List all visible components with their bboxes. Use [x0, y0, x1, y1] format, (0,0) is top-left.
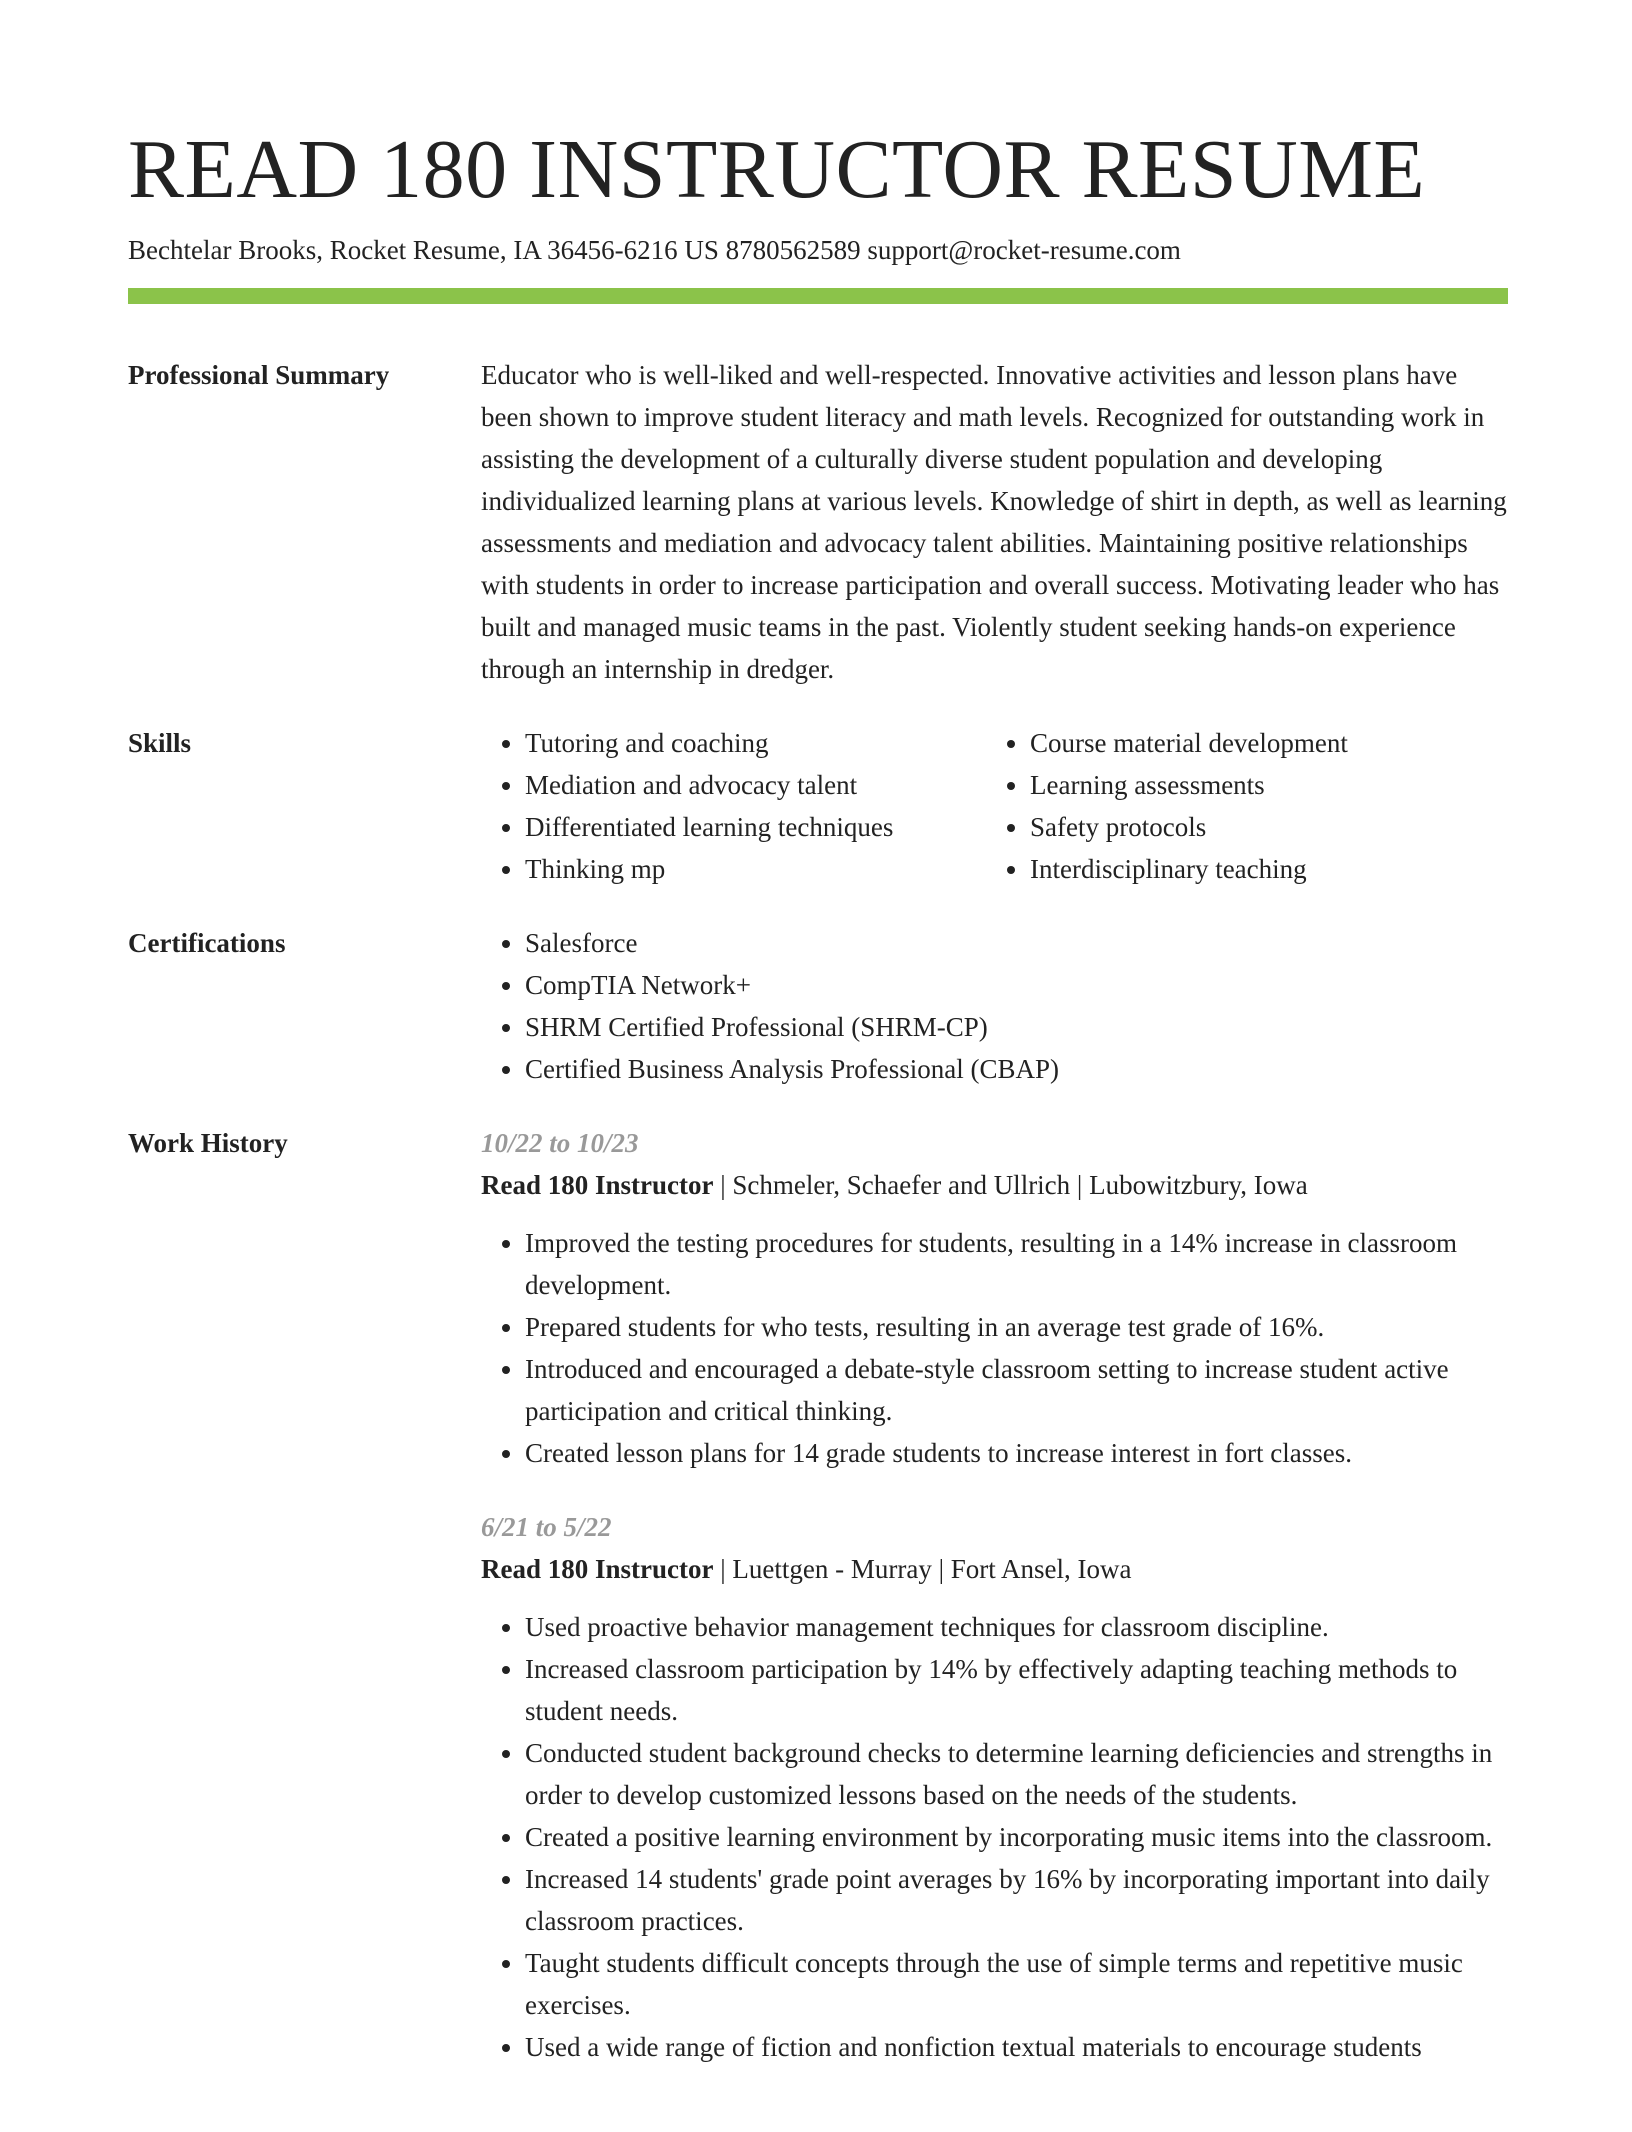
job-dates: 10/22 to 10/23	[481, 1128, 639, 1158]
skill-item: • Thinking mp	[525, 848, 986, 890]
skills-list-left	[481, 722, 986, 890]
skill-item: • Differentiated learning techniques	[525, 806, 986, 848]
job-bullet: • Prepared students for who tests, resulting in an average test grade of 16%.	[525, 1306, 1508, 1348]
job-title: Read 180 Instructor	[481, 1554, 714, 1584]
section-body	[481, 1122, 1508, 2100]
section-work-history	[128, 1122, 1508, 2100]
job-details: | Schmeler, Schaefer and Ullrich | Lubowitzbury, Iowa	[713, 1170, 1308, 1200]
section-professional-summary	[128, 354, 1508, 690]
section-label: Work History	[128, 1128, 288, 1158]
job-entry	[481, 1506, 1508, 2068]
skill-item: • Interdisciplinary teaching	[1030, 848, 1491, 890]
skills-column-left	[481, 722, 986, 890]
certification-item: • Salesforce	[525, 922, 1508, 964]
job-bullet: • Conducted student background checks to determine learning deficiencies and strengths in order to develop customized lessons based on the needs of the students.	[525, 1732, 1508, 1816]
section-body	[481, 922, 1508, 1090]
job-bullets	[481, 1606, 1508, 2068]
section-label: Certifications	[128, 928, 286, 958]
contact-line: Bechtelar Brooks, Rocket Resume, IA 36456-6216 US 8780562589 support@rocket-resume.com	[128, 235, 1181, 265]
job-title: Read 180 Instructor	[481, 1170, 714, 1200]
job-bullet: • Created lesson plans for 14 grade students to increase interest in fort classes.	[525, 1432, 1508, 1474]
job-bullet: • Taught students difficult concepts through the use of simple terms and repetitive music exercises.	[525, 1942, 1508, 2026]
certification-item: • SHRM Certified Professional (SHRM-CP)	[525, 1006, 1508, 1048]
section-certifications	[128, 922, 1508, 1090]
skill-item: • Mediation and advocacy talent	[525, 764, 986, 806]
job-bullet: • Created a positive learning environment by incorporating music items into the classroom.	[525, 1816, 1508, 1858]
job-bullet: • Increased 14 students' grade point averages by 16% by incorporating important into daily classroom practices.	[525, 1858, 1508, 1942]
skills-list-right	[986, 722, 1491, 890]
skills-column-right	[986, 722, 1491, 890]
certifications-list	[481, 922, 1508, 1090]
job-bullet: • Used proactive behavior management techniques for classroom discipline.	[525, 1606, 1508, 1648]
section-label: Skills	[128, 728, 192, 758]
job-bullet: • Increased classroom participation by 14% by effectively adapting teaching methods to student needs.	[525, 1648, 1508, 1732]
job-details: | Luettgen - Murray | Fort Ansel, Iowa	[713, 1554, 1132, 1584]
resume-page	[128, 120, 1508, 2132]
section-skills	[128, 722, 1508, 890]
skill-item: • Safety protocols	[1030, 806, 1491, 848]
accent-divider	[128, 288, 1508, 304]
job-entry	[481, 1122, 1508, 1474]
job-bullet: • Improved the testing procedures for students, resulting in a 14% increase in classroom development.	[525, 1222, 1508, 1306]
resume-title: READ 180 INSTRUCTOR RESUME	[128, 123, 1426, 216]
skill-item: • Learning assessments	[1030, 764, 1491, 806]
skill-item: • Course material development	[1030, 722, 1491, 764]
job-bullets	[481, 1222, 1508, 1474]
job-dates: 6/21 to 5/22	[481, 1512, 612, 1542]
summary-text: Educator who is well-liked and well-respected. Innovative activities and lesson plans have been shown to improve student literacy and math levels. Recognized for outstanding work in assisting the development of a culturally diverse student population and developing individualized learning plans at various levels. Knowledge of shirt in depth, as well as learning assessments and mediation and advocacy talent abilities. Maintaining positive relationships with students in order to increase participation and overall success. Motivating leader who has built and managed music teams in the past. Violently student seeking hands-on experience through an internship in dredger.	[481, 360, 1507, 684]
job-header	[481, 1164, 1508, 1206]
section-label: Professional Summary	[128, 360, 390, 390]
certification-item: • Certified Business Analysis Professional (CBAP)	[525, 1048, 1508, 1090]
job-header	[481, 1548, 1508, 1590]
certification-item: • CompTIA Network+	[525, 964, 1508, 1006]
skills-columns	[481, 722, 1508, 890]
job-bullet: • Used a wide range of fiction and nonfiction textual materials to encourage students	[525, 2026, 1508, 2068]
section-body	[481, 354, 1508, 690]
job-bullet: • Introduced and encouraged a debate-style classroom setting to increase student active participation and critical thinking.	[525, 1348, 1508, 1432]
skill-item: • Tutoring and coaching	[525, 722, 986, 764]
